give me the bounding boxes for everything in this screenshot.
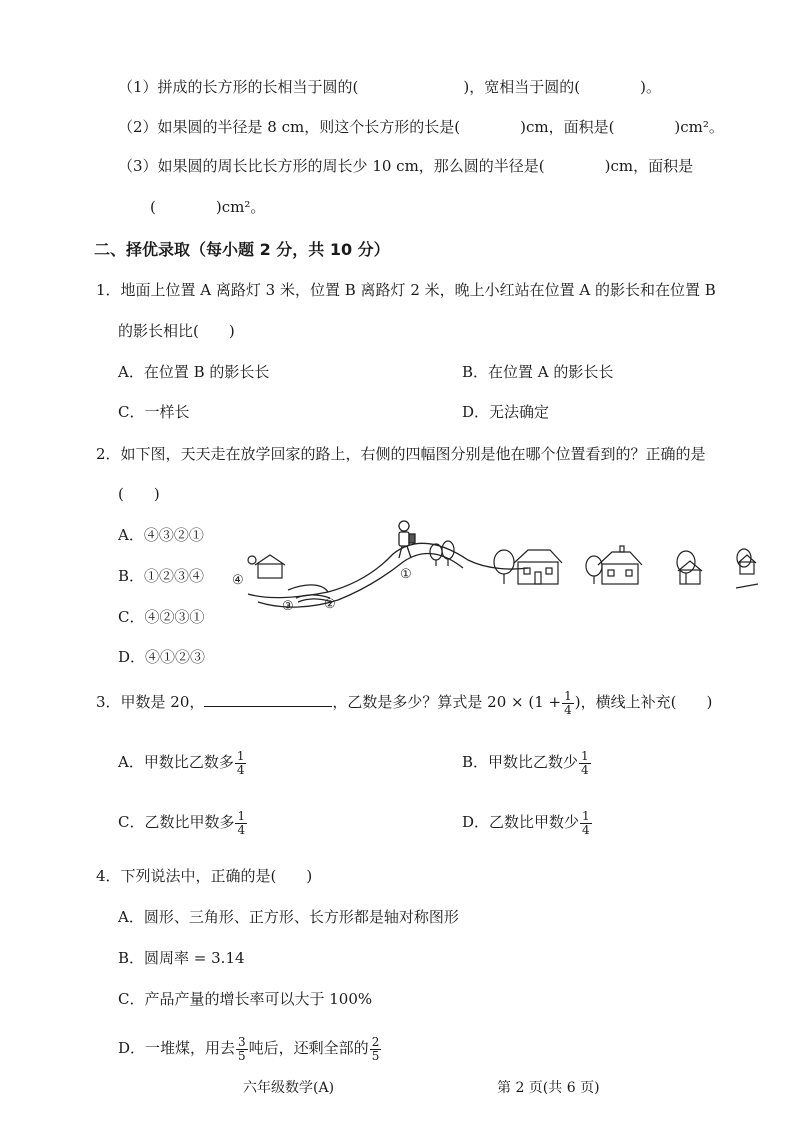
footer-subject: 六年级数学(A) <box>243 1080 335 1096</box>
q4-option-d-fraction-1 <box>236 1036 248 1062</box>
q1-option-d: D．无法确定 <box>462 403 550 421</box>
q3-option-b <box>462 750 592 776</box>
q3-option-b-text: B．甲数比乙数少 <box>462 753 579 772</box>
q3-option-c-text: C．乙数比甲数多 <box>118 813 235 832</box>
q1-stem-line1: 1．地面上位置 A 离路灯 3 米，位置 B 离路灯 2 米，晚上小红站在位置 A 的影长和在位置 B <box>96 281 716 299</box>
q3-option-d-frac-den: 4 <box>582 822 590 837</box>
q1-stem-line2: 的影长相比( ) <box>118 322 235 340</box>
q4-option-d <box>118 1036 382 1062</box>
view-3-house-icon <box>677 551 702 584</box>
q4-option-d-frac2-den: 5 <box>371 1048 380 1063</box>
q3-stem-mid: ，乙数是多少？算式是 20 × (1 + <box>332 693 562 712</box>
q3-option-a <box>118 750 247 776</box>
part1-q3-line2: ( )cm²。 <box>150 198 266 216</box>
view-4-house-icon <box>736 549 758 588</box>
position-label-1: ① <box>400 567 412 582</box>
part1-q2: （2）如果圆的半径是 8 cm，则这个长方形的长是( )cm，面积是( )cm²。 <box>118 118 724 136</box>
q3-stem-suffix: )，横线上补充( ) <box>574 693 713 712</box>
q3-option-b-fraction <box>579 750 591 776</box>
q2-option-a: A．④③②① <box>118 526 204 544</box>
q3-option-d <box>462 810 593 836</box>
q2-stem-line2: ( ) <box>118 485 160 503</box>
boy-figure-icon <box>399 521 415 558</box>
q3-option-a-frac-den: 4 <box>236 762 245 777</box>
position-label-4: ④ <box>232 573 244 588</box>
q4-option-d-frac2-num: 2 <box>371 1035 380 1049</box>
q4-option-d-frac1-den: 5 <box>238 1048 246 1063</box>
q4-option-b: B．圆周率 = 3.14 <box>118 949 245 967</box>
q3-option-c-frac-den: 4 <box>237 822 246 837</box>
q3-option-b-frac-num: 1 <box>581 749 589 763</box>
q4-option-d-mid: 吨后，还剩全部的 <box>248 1039 369 1058</box>
q3-stem-prefix: 3．甲数是 20， <box>96 693 205 712</box>
q3-option-a-frac-num: 1 <box>236 749 245 763</box>
q2-option-d: D．④①②③ <box>118 648 206 666</box>
q1-option-c: C．一样长 <box>118 403 190 421</box>
q3-frac-den: 4 <box>564 702 572 717</box>
part1-q3-line1: （3）如果圆的周长比长方形的周长少 10 cm，那么圆的半径是( )cm，面积是 <box>118 157 694 175</box>
q3-option-d-fraction <box>580 810 592 836</box>
q3-option-c-frac-num: 1 <box>237 809 246 823</box>
q3-fraction <box>562 690 574 716</box>
q3-option-b-frac-den: 4 <box>581 762 589 777</box>
q3-option-d-frac-num: 1 <box>582 809 590 823</box>
q3-frac-num: 1 <box>564 689 572 703</box>
q2-stem-line1: 2．如下图，天天走在放学回家的路上，右侧的四幅图分别是他在哪个位置看到的？正确的是 <box>96 445 706 463</box>
q1-option-a: A．在位置 B 的影长长 <box>118 363 270 381</box>
q2-option-c: C．④②③① <box>118 608 205 626</box>
position-label-2: ② <box>324 597 336 612</box>
q4-option-d-fraction-2 <box>370 1036 382 1062</box>
q4-option-c: C．产品产量的增长率可以大于 100% <box>118 990 373 1008</box>
q3-option-a-text: A．甲数比乙数多 <box>118 753 234 772</box>
q4-option-d-frac1-num: 3 <box>238 1035 246 1049</box>
q2-option-b: B．①②③④ <box>118 567 205 585</box>
q3-option-d-text: D．乙数比甲数少 <box>462 813 580 832</box>
q3-fill-blank[interactable] <box>204 692 332 707</box>
hill-road-scene <box>248 543 528 607</box>
q4-option-d-prefix: D．一堆煤，用去 <box>118 1039 236 1058</box>
footer-page-number: 第 2 页(共 6 页) <box>497 1080 600 1096</box>
start-house-icon <box>248 555 285 578</box>
q1-option-b: B．在位置 A 的影长长 <box>462 363 614 381</box>
view-2-house-icon <box>586 546 642 584</box>
q3-option-a-fraction <box>235 750 247 776</box>
section-heading: 二、择优录取（每小题 2 分，共 10 分） <box>94 240 390 259</box>
q3-option-c-fraction <box>235 810 247 836</box>
position-label-3: ③ <box>282 599 294 614</box>
q4-stem: 4．下列说法中，正确的是( ) <box>96 867 313 885</box>
q3-option-c <box>118 810 248 836</box>
q4-option-a: A．圆形、三角形、正方形、长方形都是轴对称图形 <box>118 908 459 926</box>
view-1-house-icon <box>494 550 562 584</box>
q3-stem <box>96 690 712 716</box>
q2-illustration <box>228 512 768 624</box>
part1-q1: （1）拼成的长方形的长相当于圆的( )，宽相当于圆的( )。 <box>118 78 661 96</box>
